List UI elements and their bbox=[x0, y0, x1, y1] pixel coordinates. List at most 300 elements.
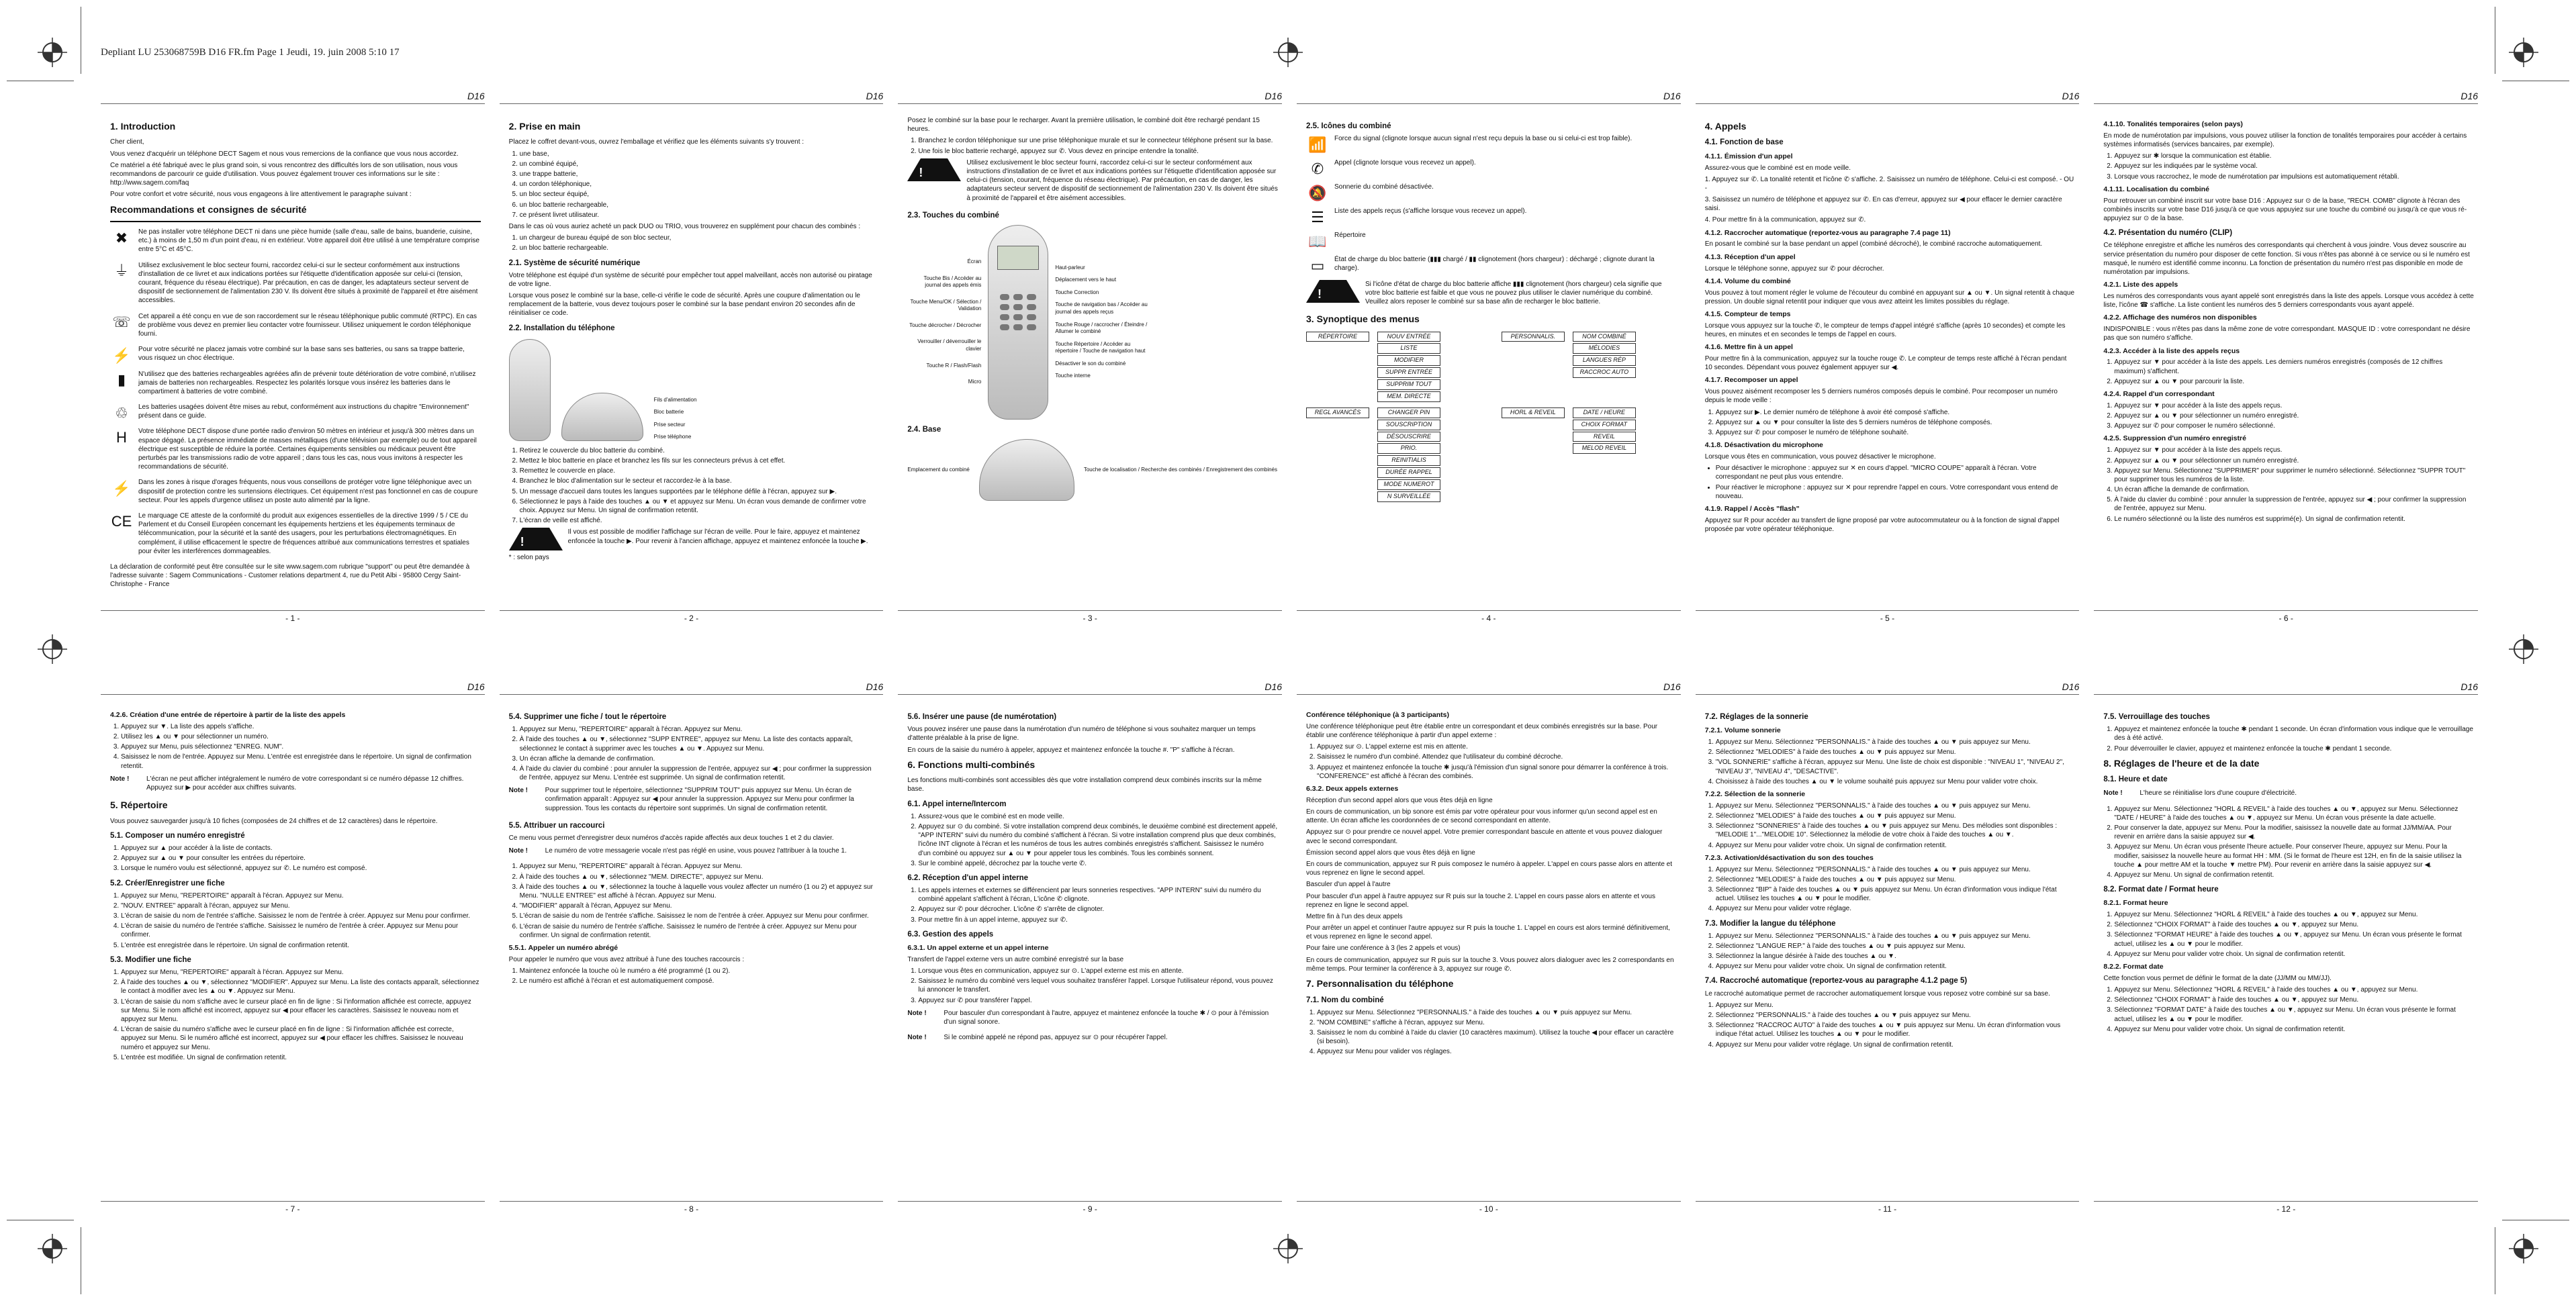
paragraph: Basculer d'un appel à l'autre bbox=[1306, 881, 1391, 889]
paragraph: Appuyez sur R pour accéder au transfert de ligne proposé par votre autocommutateur ou à la fonction de signal d'appel proposée par votre opérateur téléphonique. bbox=[1704, 516, 2060, 534]
sub-subsection-heading: 4.1.11. Localisation du combiné bbox=[2103, 185, 2209, 193]
list-item: 7. L'écran de veille est affiché. bbox=[520, 516, 880, 525]
icon-paragraph bbox=[1306, 255, 1677, 275]
model-label: D16 bbox=[467, 681, 485, 692]
menu-item: MODIFIER bbox=[1377, 355, 1440, 366]
sub-subsection-heading: 4.1.8. Désactivation du microphone bbox=[1704, 441, 1823, 450]
page-number: - 9 - bbox=[898, 1201, 1282, 1215]
paragraph: Vous pouvez sauvegarder jusqu'à 10 fiches (composées de 24 chiffres et de 12 caractères) dans le répertoire. bbox=[110, 817, 438, 825]
list-item: 2. Sélectionnez "CHOIX FORMAT" à l'aide des touches ▲ ou ▼, appuyez sur Menu. bbox=[2114, 996, 2474, 1004]
list-item: 1. Lorsque vous êtes en communication, appuyez sur ⊙. L'appel externe est mis en attente. bbox=[918, 967, 1278, 975]
list-item: 1. Branchez le cordon téléphonique sur une prise téléphonique murale et sur le connecteur téléphone présent sur la base. bbox=[918, 136, 1278, 145]
list-item: 1. Retirez le couvercle du bloc batterie du combiné. bbox=[520, 446, 880, 455]
numbered-list bbox=[907, 812, 1278, 868]
note bbox=[110, 775, 481, 795]
list-item: 4. un cordon téléphonique, bbox=[520, 180, 880, 189]
list-item: 3. Sur le combiné appelé, décrochez par la touche verte ✆. bbox=[918, 859, 1278, 868]
bullet-list bbox=[1705, 464, 2076, 501]
menu-item: MÉLODIES bbox=[1573, 343, 1636, 354]
list-item: 1. Appuyez sur Menu. Sélectionnez "PERSONNALIS." à l'aide des touches ▲ ou ▼ puis appuyez sur Menu. bbox=[1716, 932, 2076, 941]
registration-mark-icon bbox=[38, 38, 67, 67]
page-content bbox=[101, 707, 485, 1197]
paragraph: Ce téléphone enregistre et affiche les numéros des correspondants qui cherchent à vous joindre. Vous devez souscrire au service présentation du numéro pour disposer de cette fonction. Si vous n'êtes pas abonné à ce service ou si le numéro est masqué, le numéro est identifié comme inconnu. La fonction de présentation du numéro n'est pas disponible en mode de numérotation par impulsions. bbox=[2103, 242, 2470, 276]
paragraph: En cours de la saisie du numéro à appeler, appuyez et maintenez enfoncée la touche #. "P" s'affiche à l'écran. bbox=[907, 746, 1235, 754]
subsection-heading: 6.2. Réception d'un appel interne bbox=[907, 873, 1029, 882]
list-item: 3. Appuyez sur Menu. Un écran vous présente l'heure actuelle. Pour conserver l'heure, appuyez sur Menu. Pour la modifier, saisissez la nouvelle heure au format HH : MM. (Si le format de l'heure est 12H, en fin de la saisie utilisez la touche ▲ pour mettre AM et la touche ▼ mettre PM). Pour revenir en arrière dans la saisie appuyez sur ◀. bbox=[2114, 842, 2474, 869]
list-item: 3. L'écran de saisie du nom s'affiche avec le curseur placé en fin de ligne : Si l'information affichée est correcte, appuyez sur Menu. Si le nom affiché est incorrect, appuyez sur ◀ pour effacer les caractères. Saisissez le nouveau nom et appuyez sur Menu. bbox=[121, 998, 481, 1024]
paragraph: La déclaration de conformité peut être consultée sur le site www.sagem.com rubrique "support" ou peut être demandée à l'adresse suivante : Sagem Communications - Customer relations department 4, rue du Petit Albi - 95800 Cergy Saint-Christophe - France bbox=[110, 563, 470, 589]
model-label: D16 bbox=[866, 90, 884, 101]
sub-subsection-heading: Conférence téléphonique (à 3 participants) bbox=[1306, 711, 1449, 719]
page-content bbox=[2094, 116, 2478, 606]
list-item: 2. Appuyez sur ▲ ou ▼ pour sélectionner un numéro enregistré. bbox=[2114, 412, 2474, 420]
page-content bbox=[898, 116, 1282, 606]
icon-paragraph bbox=[110, 512, 481, 559]
menu-item: SUPPR ENTRÉE bbox=[1377, 367, 1440, 378]
numbered-list bbox=[1705, 802, 2076, 850]
list-item: 4. Appuyez sur Menu pour valider votre réglage. bbox=[1716, 904, 2076, 913]
section-heading: 1. Introduction bbox=[110, 121, 176, 132]
paragraph: Lorsque vous appuyez sur la touche ✆, le compteur de temps d'appel intégré s'affiche (après 10 secondes) et compte les heures, en minutes et en secondes le temps de l'appel en cours. bbox=[1704, 322, 2066, 338]
list-item: 3. "VOL SONNERIE" s'affiche à l'écran, appuyez sur Menu. Une liste de choix est disponible : "NIVEAU 1", "NIVEAU 2", "NIVEAU 3", "NIVEAU 4", "DESACTIVE". bbox=[1716, 758, 2076, 775]
list-item: 2. Sélectionnez "MELODIES" à l'aide des touches ▲ ou ▼ puis appuyez sur Menu. bbox=[1716, 748, 2076, 757]
paragraph: Lorsque vous posez le combiné sur la base, celle-ci vérifie le code de sécurité. Après une coupure d'alimentation ou le remplacement de la batterie, vous devez toujours poser le combiné sur la base pendant environ 20 secondes afin de réinitialiser ce code. bbox=[508, 292, 860, 318]
paragraph: Vous pouvez aisément recomposer les 5 derniers numéros composés depuis le combiné. Pour recomposer un numéro depuis le mode veille : bbox=[1704, 388, 2058, 405]
sub-subsection-heading: 4.1.6. Mettre fin à un appel bbox=[1704, 343, 1793, 352]
icon-paragraph bbox=[110, 478, 481, 508]
paragraph: Pour appeler le numéro que vous avez attribué à l'une des touches raccourcis : bbox=[508, 955, 745, 963]
list-item: 3. Sélectionnez "BIP" à l'aide des touches ▲ ou ▼ puis appuyez sur Menu. Un écran d'information vous indique l'état actuel. Utilisez les touches ▲ ou ▼ pour le modifier. bbox=[1716, 885, 2076, 903]
menu-synoptic bbox=[1306, 331, 1677, 503]
keypad-key bbox=[1013, 324, 1023, 330]
menu-item: SUPPRIM TOUT bbox=[1377, 379, 1440, 390]
numbered-list bbox=[509, 150, 880, 220]
list-item: 3. une trappe batterie, bbox=[520, 170, 880, 179]
numbered-list bbox=[2103, 358, 2474, 386]
list-item: 3. Sélectionnez "RACCROC AUTO" à l'aide des touches ▲ ou ▼ puis appuyez sur Menu. Un écran d'information vous indique l'état actuel. Utilisez les touches ▲ ou ▼ pour le modifier. bbox=[1716, 1021, 2076, 1039]
menu-submenu bbox=[1377, 407, 1440, 503]
keypad-key bbox=[1027, 294, 1036, 300]
note-text: Le numéro de votre messagerie vocale n'est pas réglé en usine, vous pouvez l'attribuer à la touche 1. bbox=[545, 847, 847, 855]
call-icon: ✆ bbox=[1311, 160, 1324, 177]
numbered-list bbox=[907, 136, 1278, 155]
handset-keys-figure bbox=[907, 225, 1278, 420]
keypad-key bbox=[1013, 304, 1023, 310]
figure-label: Touche interne bbox=[1055, 373, 1091, 379]
warning-text: Il vous est possible de modifier l'affichage sur l'écran de veille. Pour le faire, appuyez et maintenez enfoncée la touche ▶. Pour revenir à l'ancien affichage, appuyez et maintenez enfoncée la touche ▶. bbox=[567, 528, 868, 545]
sub-subsection-heading: 4.1.7. Recomposer un appel bbox=[1704, 376, 1798, 385]
list-item: 1. Appuyez sur Menu. Sélectionnez "HORL & REVEIL" à l'aide des touches ▲ ou ▼, appuyez sur Menu. bbox=[2114, 910, 2474, 919]
page-content bbox=[1696, 707, 2080, 1197]
paragraph: Ce matériel a été fabriqué avec le plus grand soin, si vous rencontrez des difficultés lors de son utilisation, nous vous recommandons de parcourir ce guide d'utilisation. Vous pouvez également trouver ces informations sur le site : http://www.sagem.com/faq bbox=[110, 161, 458, 187]
note-label: Note ! bbox=[2103, 789, 2123, 798]
manual-page bbox=[101, 87, 485, 624]
note-label: Note ! bbox=[907, 1009, 927, 1017]
menu-group bbox=[1502, 407, 1677, 503]
subsection-heading: 8.1. Heure et date bbox=[2103, 775, 2168, 784]
page-content bbox=[2094, 707, 2478, 1197]
manual-page bbox=[101, 678, 485, 1215]
list-item: 1. Assurez-vous que le combiné est en mode veille. bbox=[918, 812, 1278, 821]
ce-mark-icon: CE bbox=[111, 513, 132, 530]
paragraph: En cours de communication, un bip sonore est émis par votre opérateur pour vous informer qu'un second appel est en attente. Un écran affiche les coordonnées de ce second correspondant en attente. bbox=[1306, 808, 1657, 825]
manual-page bbox=[1297, 678, 1681, 1215]
list-item: 3. Sélectionnez la langue désirée à l'aide des touches ▲ ou ▼. bbox=[1716, 952, 2076, 961]
paragraph: Dans le cas où vous auriez acheté un pack DUO ou TRIO, vous trouverez en supplément pour chacun des combinés : bbox=[508, 222, 861, 230]
handset-drawing bbox=[988, 225, 1048, 420]
note-label: Note ! bbox=[110, 775, 130, 783]
list-item: 4. Appuyez sur Menu pour valider vos réglages. bbox=[1317, 1047, 1677, 1056]
warning-note bbox=[907, 158, 1278, 205]
numbered-list bbox=[1705, 1001, 2076, 1049]
list-item: 6. L'écran de saisie du numéro de l'entrée s'affiche. Saisissez le numéro de l'entrée à créer. Appuyez sur Menu pour confirmer. Un signal de confirmation retentit. bbox=[520, 922, 880, 940]
warning-icon bbox=[907, 158, 961, 181]
registration-mark-icon bbox=[38, 634, 67, 664]
subsection-heading: 4.2. Présentation du numéro (CLIP) bbox=[2103, 229, 2233, 238]
list-item: 5. Un message d'accueil dans toutes les langues supportées par le téléphone défile à l'écran, appuyez sur ▶. bbox=[520, 487, 880, 496]
paragraph: En cours de communication, appuyez sur R puis composez le numéro à appeler. L'appel en cours passe alors en attente et vous reprenez en ligne le second appel. bbox=[1306, 860, 1673, 877]
menu-item: PRIO. bbox=[1377, 443, 1440, 454]
page-content bbox=[1297, 116, 1681, 606]
paragraph: Appuyez sur ⊙ pour prendre ce nouvel appel. Votre premier correspondant bascule en attente et vous pouvez dialoguer avec le second correspondant. bbox=[1306, 828, 1663, 845]
paragraph: Pour mettre fin à la communication, appuyez sur la touche rouge ✆. Le compteur de temps reste affiché à l'écran pendant 10 secondes. Dépendant vous pouvez également appuyer sur ◀. bbox=[1704, 355, 2067, 372]
paragraph: Émission second appel alors que vous êtes déjà en ligne bbox=[1306, 849, 1475, 857]
numbered-list bbox=[907, 886, 1278, 924]
warning-icon bbox=[509, 528, 563, 550]
page-header bbox=[1696, 678, 2080, 695]
paragraph: Sonnerie du combiné désactivée. bbox=[1334, 183, 1434, 191]
list-item: 1. Appuyez sur ▼ pour accéder à la liste des appels reçus. bbox=[2114, 446, 2474, 454]
page-number: - 3 - bbox=[898, 610, 1282, 624]
list-item: 1. Appuyez et maintenez enfoncée la touche ✱ pendant 1 seconde. Un écran d'information vous indique que le verrouillage des à été activé. bbox=[2114, 725, 2474, 742]
list-item: 1. Appuyez sur ✱ lorsque la communication est établie. bbox=[2114, 152, 2474, 160]
page-header bbox=[101, 87, 485, 104]
paragraph: Pour votre confort et votre sécurité, nous vous engageons à lire attentivement le paragraphe suivant : bbox=[110, 191, 412, 199]
sub-subsection-heading: 4.2.5. Suppression d'un numéro enregistré bbox=[2103, 434, 2246, 443]
page-number: - 10 - bbox=[1297, 1201, 1681, 1215]
manual-page bbox=[2094, 678, 2478, 1215]
menu-root: REGL AVANCÉS bbox=[1306, 407, 1369, 418]
list-item: 2. Appuyez sur ▲ ou ▼ pour sélectionner un numéro enregistré. bbox=[2114, 456, 2474, 465]
menu-item: MELOD REVEIL bbox=[1573, 443, 1636, 454]
list-item: 4. L'écran de saisie du numéro de l'entrée s'affiche. Saisissez le numéro de l'entrée à créer. Appuyez sur Menu pour confirmer. bbox=[121, 922, 481, 939]
menu-submenu bbox=[1573, 407, 1636, 455]
keypad-key bbox=[1027, 304, 1036, 310]
page-header bbox=[898, 87, 1282, 104]
icon-paragraph bbox=[110, 228, 481, 257]
list-item: 4. Saisissez le nom de l'entrée. Appuyez sur Menu. L'entrée est enregistrée dans le répertoire. Un signal de confirmation retentit. bbox=[121, 753, 481, 770]
menu-root: PERSONNALIS. bbox=[1502, 332, 1565, 342]
figure-label: Haut-parleur bbox=[1055, 264, 1085, 271]
list-item: 2. un combiné équipé, bbox=[520, 160, 880, 168]
base-drawing bbox=[561, 393, 643, 441]
sub-subsection-heading: 4.2.2. Affichage des numéros non disponibles bbox=[2103, 314, 2257, 322]
keypad-key bbox=[1000, 294, 1009, 300]
numbered-list bbox=[110, 892, 481, 950]
numbered-list bbox=[2103, 152, 2474, 181]
numbered-list bbox=[2103, 910, 2474, 959]
sub-subsection-heading: 4.1.10. Tonalités temporaires (selon pays) bbox=[2103, 120, 2243, 128]
numbered-list bbox=[509, 967, 880, 985]
list-item: 3. Appuyez et maintenez enfoncée la touche ✱ jusqu'à l'émission d'un signal sonore pour démarrer la conférence à trois. "CONFERENCE" est affiché à l'écran des combinés. bbox=[1317, 763, 1677, 781]
sub-subsection-heading: 4.1.5. Compteur de temps bbox=[1704, 309, 1791, 318]
list-item: 2. Appuyez sur ▲ ou ▼ pour consulter la liste des 5 derniers numéros de téléphone composés. bbox=[1716, 418, 2076, 427]
paragraph: Réception d'un second appel alors que vous êtes déjà en ligne bbox=[1306, 796, 1493, 804]
keypad-key bbox=[1027, 314, 1036, 320]
keypad-key bbox=[1013, 314, 1023, 320]
numbered-list bbox=[509, 234, 880, 252]
menu-item: MEM. DIRECTE bbox=[1377, 391, 1440, 402]
paragraph: 3. Saisissez un numéro de téléphone et appuyez sur ✆. En cas d'erreur, appuyez sur ◀ pour effacer le dernier caractère saisi. bbox=[1704, 196, 2062, 213]
section-heading: 5. Répertoire bbox=[110, 800, 168, 811]
manual-page bbox=[500, 678, 884, 1215]
list-item: 5. L'entrée est enregistrée dans le répertoire. Un signal de confirmation retentit. bbox=[121, 941, 481, 950]
list-item: 2. Appuyez sur ✆ pour décrocher. L'icône ✆ s'arrête de clignoter. bbox=[918, 905, 1278, 914]
subsection-heading: 7.3. Modifier la langue du téléphone bbox=[1704, 919, 1836, 928]
list-item: 1. Appuyez sur ▼ pour accéder à la liste des appels reçus. bbox=[2114, 401, 2474, 410]
list-item: 4. Appuyez sur Menu pour valider votre réglage. Un signal de confirmation retentit. bbox=[1716, 1041, 2076, 1049]
sub-subsection-heading: 8.2.2. Format date bbox=[2103, 963, 2164, 971]
file-header: Depliant LU 253068759B D16 FR.fm Page 1 Jeudi, 19. juin 2008 5:10 17 bbox=[101, 47, 400, 58]
registration-mark-icon bbox=[2509, 634, 2538, 664]
paragraph: En posant le combiné sur la base pendant un appel (combiné décroché), le combiné raccroche automatiquement. bbox=[1704, 240, 2043, 248]
numbered-list bbox=[509, 446, 880, 526]
list-item: 6. Le numéro sélectionné ou la liste des numéros est supprimé(e). Un signal de confirmation retentit. bbox=[2114, 515, 2474, 524]
numbered-list bbox=[1306, 742, 1677, 781]
menu-item: REVEIL bbox=[1573, 432, 1636, 442]
icon-paragraph bbox=[1306, 207, 1677, 227]
sub-subsection-heading: 4.2.4. Rappel d'un correspondant bbox=[2103, 390, 2215, 399]
menu-item: NOM COMBINÉ bbox=[1573, 332, 1636, 342]
battery-status-icon: ▭ bbox=[1310, 256, 1325, 274]
numbered-list bbox=[1705, 408, 2076, 438]
keypad-key bbox=[1013, 294, 1023, 300]
paragraph: Cher client, bbox=[110, 138, 144, 146]
note-label: Note ! bbox=[907, 1034, 927, 1042]
paragraph: N'utilisez que des batteries rechargeables agréées afin de prévenir toute détérioration de votre combiné, n'utilisez jamais de batteries non rechargeables. Respectez les polarités lorsque vous insérez les batteries dans le compartiment à batteries de votre combiné. bbox=[138, 370, 476, 395]
page-content bbox=[101, 116, 485, 606]
note bbox=[907, 1033, 1278, 1045]
page-header bbox=[1696, 87, 2080, 104]
list-item: 2. Sélectionnez "LANGUE REP." à l'aide des touches ▲ ou ▼ puis appuyez sur Menu. bbox=[1716, 942, 2076, 951]
warning-note bbox=[1306, 280, 1677, 309]
sub-subsection-heading: 4.1.9. Rappel / Accès "flash" bbox=[1704, 505, 1800, 514]
note-label: Note ! bbox=[508, 847, 528, 855]
calls-list-icon: ☰ bbox=[1311, 208, 1324, 226]
numbered-list bbox=[2103, 805, 2474, 880]
list-item: 3. Sélectionnez "FORMAT HEURE" à l'aide des touches ▲ ou ▼, appuyez sur Menu. Un écran vous présente le format actuel, utilisez les ▲ ou ▼ pour le modifier. bbox=[2114, 930, 2474, 948]
note bbox=[2103, 789, 2474, 800]
lightning-icon: ⚡ bbox=[112, 479, 131, 497]
figure-label: Verrouiller / déverrouiller le clavier bbox=[917, 338, 982, 352]
page-content bbox=[1696, 116, 2080, 606]
numbered-list bbox=[1705, 865, 2076, 914]
sub-subsection-heading: 4.1.1. Émission d'un appel bbox=[1704, 152, 1793, 160]
list-item: 4. Un écran affiche la demande de confirmation. bbox=[2114, 485, 2474, 494]
paragraph: Pour votre sécurité ne placez jamais votre combiné sur la base sans ses batteries, ou sans sa trappe batterie, vous risquez un choc électrique. bbox=[138, 346, 465, 363]
paragraph: Appel (clignote lorsque vous recevez un appel). bbox=[1334, 159, 1476, 167]
page-number: - 6 - bbox=[2094, 610, 2478, 624]
list-item: 4. Appuyez sur Menu pour valider votre choix. Un signal de confirmation retentit. bbox=[1716, 841, 2076, 850]
paragraph: Les batteries usagées doivent être mises au rebut, conformément aux instructions du chapitre "Environnement" présent dans ce guide. bbox=[138, 403, 469, 420]
paragraph: Vous pouvez insérer une pause dans la numérotation d'un numéro de téléphone si vous souhaitez marquer un temps d'attente préalable à la prise de ligne. bbox=[907, 726, 1256, 742]
subsection-heading: 8.2. Format date / Format heure bbox=[2103, 885, 2219, 894]
ringer-off-icon: 🔕 bbox=[1308, 184, 1327, 201]
subsection-heading: 6.1. Appel interne/Intercom bbox=[907, 800, 1007, 808]
list-item: 3. Sélectionnez "SONNERIES" à l'aide des touches ▲ ou ▼ puis appuyez sur Menu. Des mélodies sont disponibles : "MELODIE 1"..."MELODIE 10". Sélectionnez la mélodie de votre choix à l'aide des touches ▲ ou ▼. bbox=[1716, 822, 2076, 839]
subsection-heading: 2.4. Base bbox=[907, 425, 941, 434]
list-item: 1. Appuyez sur ▲ pour accéder à la liste de contacts. bbox=[121, 844, 481, 853]
manual-page bbox=[898, 678, 1282, 1215]
page-header bbox=[500, 87, 884, 104]
manual-page bbox=[2094, 87, 2478, 624]
list-item: 4. Appuyez sur Menu pour valider votre choix. Un signal de confirmation retentit. bbox=[1716, 962, 2076, 971]
paragraph: Ne pas installer votre téléphone DECT ni dans une pièce humide (salle d'eau, salle de bains, buanderie, cuisine, etc.) à moins de 1,50 m d'un point d'eau, ni en extérieur. Votre appareil doit être utilisé à une température comprise entre 5°C et 45°C. bbox=[138, 228, 479, 254]
list-item: 1. Appuyez sur Menu. Sélectionnez "HORL & REVEIL" à l'aide des touches ▲ ou ▼, appuyez sur Menu. Sélectionnez "DATE / HEURE" à l'aide des touches ▲ ou ▼, appuyez sur Menu. Un écran vous présente la date actuelle. bbox=[2114, 805, 2474, 822]
page-number: - 11 - bbox=[1696, 1201, 2080, 1215]
paragraph: Pour faire une conférence à 3 (les 2 appels et vous) bbox=[1306, 945, 1461, 953]
paragraph: Cet appareil a été conçu en vue de son raccordement sur le réseau téléphonique public commuté (RTPC). En cas de problème vous devez en premier lieu contacter votre fournisseur. Utilisez uniquement le cordon téléphonique fourni. bbox=[138, 312, 477, 338]
icon-paragraph bbox=[1306, 231, 1677, 251]
page-header bbox=[2094, 87, 2478, 104]
keypad-key bbox=[1000, 304, 1009, 310]
list-item: 2. À l'aide des touches ▲ ou ▼, sélectionnez "MODIFIER". Appuyez sur Menu. La liste des contacts apparaît, sélectionnez le contact à modifier avec les ▲ ou ▼. Appuyez sur Menu. bbox=[121, 978, 481, 996]
paragraph: Cette fonction vous permet de définir le format de la date (JJ/MM ou MM/JJ). bbox=[2103, 974, 2332, 982]
figure-label: Écran bbox=[967, 258, 982, 265]
page-content bbox=[500, 707, 884, 1197]
warning-text: Utilisez exclusivement le bloc secteur fourni, raccordez celui-ci sur le secteur conformément aux instructions d'installation de ce livret et aux indications portées sur l'étiquette d'identification apposée sur celui-ci (tension, courant, fréquence du réseau électrique). Par précaution, en cas de danger, les adaptateurs secteur servent de dispositif de sectionnement de l'alimentation 230 V. Ils doivent être situés à proximité de l'appareil et être aisément accessibles. bbox=[966, 158, 1278, 202]
list-item: 2. un bloc batterie rechargeable. bbox=[520, 244, 880, 252]
list-item: 2. Utilisez les ▲ ou ▼ pour sélectionner un numéro. bbox=[121, 732, 481, 741]
paragraph: INDISPONIBLE : vous n'êtes pas dans la même zone de votre correspondant. MASQUE ID : votre correspondant ne désire pas que son numéro s'affiche. bbox=[2103, 326, 2471, 342]
list-item: 2. Sélectionnez "PERSONNALIS." à l'aide des touches ▲ ou ▼ puis appuyez sur Menu. bbox=[1716, 1011, 2076, 1020]
paragraph: Les fonctions multi-combinés sont accessibles dès que votre installation comprend deux combinés inscrits sur la même base. bbox=[907, 777, 1262, 793]
installation-figure bbox=[509, 339, 880, 441]
page-header bbox=[500, 678, 884, 695]
keypad-key bbox=[1027, 324, 1036, 330]
list-item: 3. L'écran de saisie du nom de l'entrée s'affiche. Saisissez le nom de l'entrée à créer. Appuyez sur Menu pour confirmer. bbox=[121, 912, 481, 920]
paragraph: Pour basculer d'un appel à l'autre appuyez sur R puis sur la touche 2. L'appel en cours passe alors en attente et vous reprenez en ligne le second appel. bbox=[1306, 892, 1655, 909]
page-header bbox=[898, 678, 1282, 695]
numbered-list bbox=[1306, 1008, 1677, 1057]
list-item: 1. Appuyez sur ▶. Le dernier numéro de téléphone à avoir été composé s'affiche. bbox=[1716, 408, 2076, 417]
figure-label: Fils d'alimentation bbox=[653, 396, 697, 403]
menu-item: LANGUES RÉP bbox=[1573, 355, 1636, 366]
list-item: 2. Mettez le bloc batterie en place et branchez les fils sur les connecteurs prévus à cet effet. bbox=[520, 456, 880, 465]
sub-subsection-heading: 4.1.2. Raccrocher automatique (reportez-vous au paragraphe 7.4 page 11) bbox=[1704, 228, 1951, 237]
figure-label: Touche Rouge / raccrocher / Éteindre / Allumer le combiné bbox=[1055, 321, 1148, 335]
list-item: 2. Appuyez sur ⊙ du combiné. Si votre installation comprend deux combinés, le deuxième combiné est directement appelé, "APP INTERN" suivi du numéro du combiné s'affichent à l'écran. Si votre installation comprend plus que deux combinés, l'icône INT clignote à l'écran et les numéros de tous les autres combinés enregistrés s'affichent. Saisissez le numéro d'un combiné ou appuyez sur ▲ ou ▼ pour appeler tous les combinés. Tous les combinés sonnent. bbox=[918, 822, 1278, 858]
page-number: - 5 - bbox=[1696, 610, 2080, 624]
paragraph: * : selon pays bbox=[508, 554, 549, 562]
figure-label: Prise secteur bbox=[653, 421, 686, 428]
numbered-list bbox=[907, 967, 1278, 1005]
list-item: 2. Pour conserver la date, appuyez sur Menu. Pour la modifier, saisissez la nouvelle date au format JJ/MM/AA. Pour revenir en arrière dans la saisie appuyez sur ◀. bbox=[2114, 824, 2474, 841]
list-item: 2. Appuyez sur ▲ ou ▼ pour parcourir la liste. bbox=[2114, 377, 2474, 386]
list-item: 3. Saisissez le nom du combiné à l'aide du clavier (10 caractères maximum). Utilisez la touche ◀ pour effacer un caractère (si besoin). bbox=[1317, 1028, 1677, 1046]
paragraph: Liste des appels reçus (s'affiche lorsque vous recevez un appel). bbox=[1334, 207, 1527, 215]
menu-item: DATE / HEURE bbox=[1573, 407, 1636, 418]
model-label: D16 bbox=[1663, 681, 1681, 692]
list-item: 4. Appuyez sur Menu pour valider votre choix. Un signal de confirmation retentit. bbox=[2114, 1025, 2474, 1034]
list-item: • Pour réactiver le microphone : appuyez sur ✕ pour reprendre l'appel en cours. Votre correspondant vous entend de nouveau. bbox=[1716, 483, 2076, 501]
registration-mark-icon bbox=[1273, 1234, 1303, 1263]
figure-labels-right bbox=[1055, 264, 1149, 380]
model-label: D16 bbox=[2062, 681, 2080, 692]
list-item: 1. Appuyez sur Menu. Sélectionnez "PERSONNALIS." à l'aide des touches ▲ ou ▼ puis appuyez sur Menu. bbox=[1317, 1008, 1677, 1017]
icon-paragraph bbox=[110, 345, 481, 365]
list-item: 6. Sélectionnez le pays à l'aide des touches ▲ ou ▼ et appuyez sur Menu. Un écran vous demande de confirmer votre choix. Appuyez sur Menu. Un signal de confirmation retentit. bbox=[520, 497, 880, 515]
paragraph: En cours de communication, appuyez sur R puis sur la touche 3. Vous pouvez alors dialoguer avec les 2 correspondants en même temps. Pour terminer la conférence à 3, appuyez sur rouge ✆. bbox=[1306, 956, 1674, 973]
menu-submenu bbox=[1377, 331, 1440, 403]
handset-keypad bbox=[1000, 294, 1036, 330]
page-number: - 8 - bbox=[500, 1201, 884, 1215]
figure-labels bbox=[654, 397, 697, 441]
list-item: 1. Maintenez enfoncée la touche où le numéro a été programmé (1 ou 2). bbox=[520, 967, 880, 975]
page-content bbox=[898, 707, 1282, 1197]
list-item: 2. Appuyez sur ▲ ou ▼ pour consulter les entrées du répertoire. bbox=[121, 854, 481, 863]
icon-paragraph bbox=[110, 312, 481, 342]
page-number: - 4 - bbox=[1297, 610, 1681, 624]
numbered-list bbox=[509, 725, 880, 782]
figure-label: Déplacement vers le haut bbox=[1055, 277, 1117, 283]
section-heading: 3. Synoptique des menus bbox=[1306, 314, 1420, 325]
manual-page bbox=[1696, 87, 2080, 624]
menu-item: CHANGER PIN bbox=[1377, 407, 1440, 418]
menu-item: CHOIX FORMAT bbox=[1573, 420, 1636, 430]
section-heading: 7. Personnalisation du téléphone bbox=[1306, 978, 1454, 990]
list-item: 2. Appuyez sur les indiquées par le système vocal. bbox=[2114, 162, 2474, 171]
subsection-heading: 5.5. Attribuer un raccourci bbox=[508, 821, 605, 830]
list-item: 1. Les appels internes et externes se différencient par leurs sonneries respectives. "APP INTERN" suivi du numéro du combiné appelant s'affichent à l'écran, L'icône ✆ clignote. bbox=[918, 886, 1278, 904]
model-label: D16 bbox=[866, 681, 884, 692]
subsection-heading: 7.1. Nom du combiné bbox=[1306, 996, 1384, 1004]
numbered-list bbox=[110, 968, 481, 1062]
paragraph: Posez le combiné sur la base pour le recharger. Avant la première utilisation, le combiné doit être rechargé pendant 15 heures. bbox=[907, 117, 1260, 134]
menu-item: LISTE bbox=[1377, 343, 1440, 354]
base-station-drawing bbox=[979, 439, 1074, 501]
note-text: L'écran ne peut afficher intégralement le numéro de votre correspondant si ce numéro dépasse 12 chiffres. Appuyez sur ▶ pour accéder aux chiffres suivants. bbox=[146, 775, 464, 791]
figure-label: Touche Répertoire / Accéder au répertoire / Touche de navigation haut bbox=[1055, 340, 1146, 354]
base-figure bbox=[907, 439, 1278, 501]
icon-paragraph bbox=[110, 261, 481, 308]
menu-root: RÉPERTOIRE bbox=[1306, 332, 1369, 342]
model-label: D16 bbox=[2460, 90, 2479, 101]
note-label: Note ! bbox=[508, 787, 528, 795]
shock-icon: ⚡ bbox=[112, 346, 131, 364]
paragraph: Force du signal (clignote lorsque aucun signal n'est reçu depuis la base ou si celui-ci est trop faible). bbox=[1334, 135, 1632, 143]
list-item: 1. un chargeur de bureau équipé de son bloc secteur, bbox=[520, 234, 880, 242]
paragraph: Transfert de l'appel externe vers un autre combiné enregistré sur la base bbox=[907, 955, 1124, 963]
list-item: 1. Appuyez sur Menu. Sélectionnez "PERSONNALIS." à l'aide des touches ▲ ou ▼ puis appuyez sur Menu. bbox=[1716, 802, 2076, 810]
icon-paragraph bbox=[110, 403, 481, 423]
manual-page bbox=[1696, 678, 2080, 1215]
list-item: 3. Un écran affiche la demande de confirmation. bbox=[520, 755, 880, 763]
paragraph: Lorsque vous êtes en communication, vous pouvez désactiver le microphone. bbox=[1704, 453, 1936, 461]
page-header bbox=[2094, 678, 2478, 695]
menu-group bbox=[1502, 331, 1677, 403]
paragraph: Mettre fin à l'un des deux appels bbox=[1306, 912, 1403, 920]
hospital-icon: H bbox=[116, 428, 127, 446]
numbered-list bbox=[1705, 738, 2076, 786]
paragraph: Assurez-vous que le combiné est en mode veille. bbox=[1704, 164, 1851, 172]
page-header bbox=[1297, 678, 1681, 695]
paragraph: Le raccroché automatique permet de raccrocher automatiquement lorsque vous reposez votre combiné sur sa base. bbox=[1704, 990, 2050, 998]
list-item: 1. Appuyez sur ▼ pour accéder à la liste des appels. Les derniers numéros enregistrés (composés de 12 chiffres maximum) s'affichent. bbox=[2114, 358, 2474, 375]
menu-item: REINITIALIS bbox=[1377, 455, 1440, 466]
subsection-heading: 5.2. Créer/Enregistrer une fiche bbox=[110, 879, 225, 887]
list-item: 1. Appuyez sur Menu. Sélectionnez "PERSONNALIS." à l'aide des touches ▲ ou ▼ puis appuyez sur Menu. bbox=[1716, 738, 2076, 746]
